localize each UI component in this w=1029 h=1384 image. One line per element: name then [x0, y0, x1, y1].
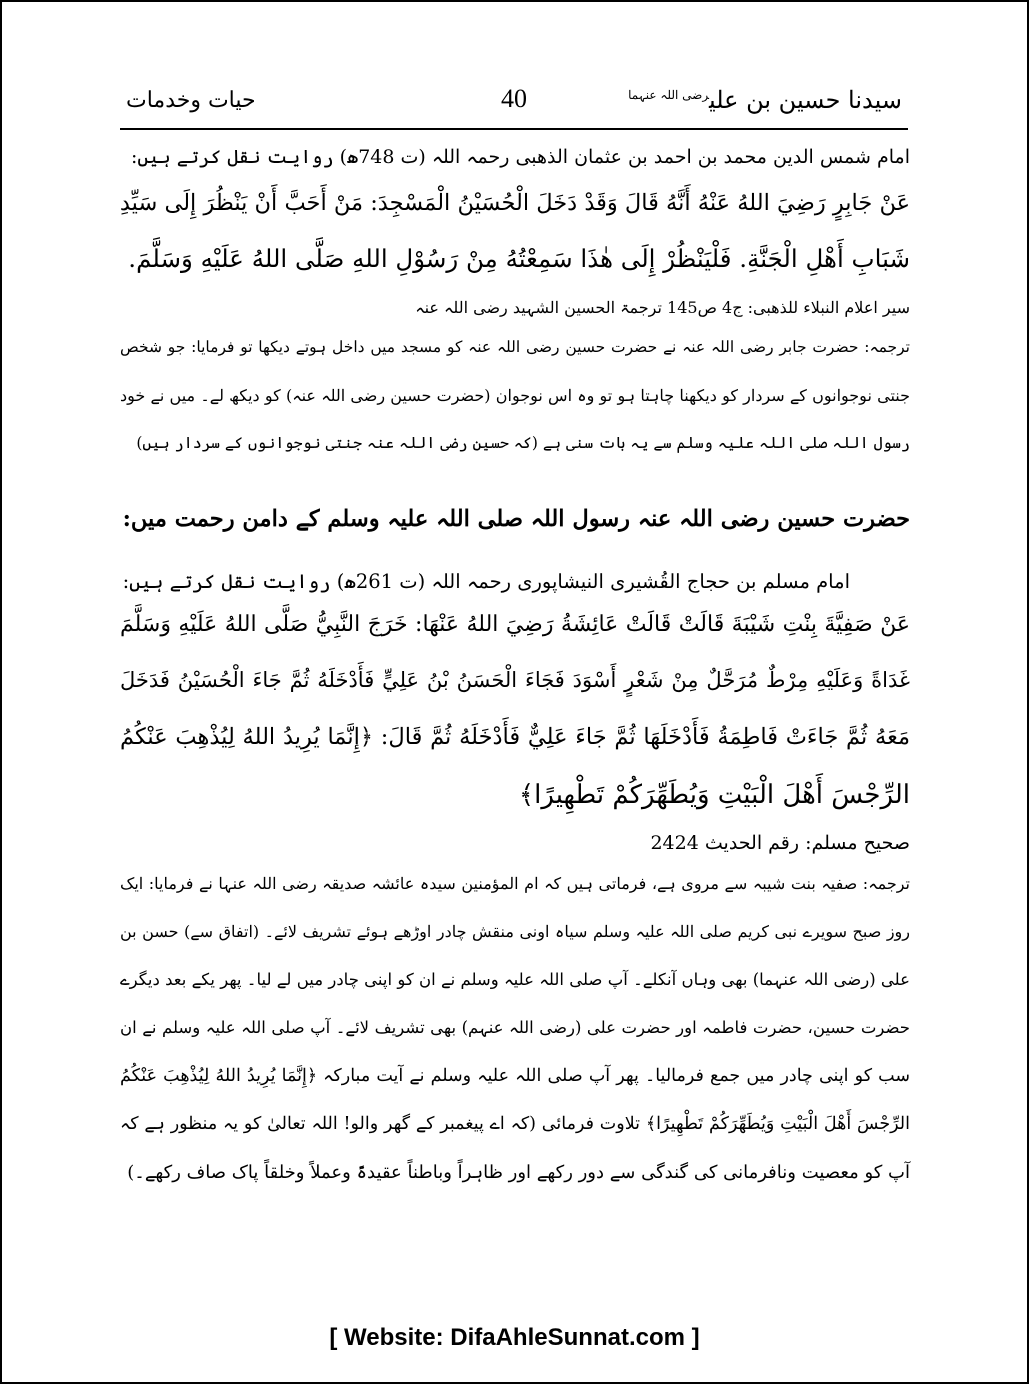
- translation-line: ترجمہ: صفیہ بنت شیبہ سے مروی ہے، فرماتی ہیں کہ ام المؤمنین سیدہ عائشہ صدیقہ رضی اللہ عنہا نے فرمایا: ایک: [120, 874, 910, 893]
- arabic-hadith-line: الرِّجْسَ أَهْلَ الْبَيْتِ وَيُطَهِّرَكُمْ تَطْهِيرًا﴾: [518, 780, 910, 810]
- intro-muslim: امام مسلم بن حجاج القُشیری النیشاپوری رحمہ اللہ (ت 261ھ) روایت نقل کرتے ہیں:: [122, 570, 850, 593]
- arabic-hadith-line: غَدَاةً وَعَلَيْهِ مِرْطٌ مُرَحَّلٌ مِنْ شَعْرٍ أَسْوَدَ فَجَاءَ الْحَسَنُ بْنُ عَلِيٍّ فَأَدْخَلَهُ ثُمَّ جَاءَ الْحُسَيْنُ فَدَخَلَ: [120, 668, 910, 692]
- intro-dhahabi: امام شمس الدین محمد بن احمد بن عثمان الذھبی رحمہ اللہ (ت 748ھ) روایت نقل کرتے ہیں:: [130, 146, 910, 168]
- section-heading: حضرت حسین رضی اللہ عنہ رسول اللہ صلی اللہ علیہ وسلم کے دامن رحمت میں:: [122, 506, 910, 532]
- website-link[interactable]: [ Website: DifaAhleSunnat.com ]: [329, 1324, 700, 1351]
- page-number: 40: [501, 84, 527, 113]
- arabic-hadith-line: شَبَابِ أَهْلِ الْجَنَّةِ. فَلْيَنْظُرْ إِلَى هٰذَا سَمِعْتُهُ مِنْ رَسُوْلِ اللهِ صَلَّى اللهُ عَلَيْهِ وَسَلَّمَ.: [128, 244, 910, 273]
- translation-line: جنتی نوجوانوں کے سردار کو دیکھنا چاہتا ہو تو وہ اس نوجوان (حضرت حسین رضی اللہ عنہ) کو دیکھ لے۔ میں نے خود: [120, 386, 911, 405]
- reference: صحیح مسلم: رقم الحدیث 2424: [650, 832, 910, 854]
- translation-line: رسول اللہ صلی اللہ علیہ وسلم سے یہ بات سنی ہے (کہ حسین رضی اللہ عنہ جنتی نوجوانوں کے سردار ہیں): [136, 434, 910, 452]
- section-title: حیات وخدمات: [126, 88, 256, 113]
- page-header: [120, 82, 908, 130]
- translation-line: علی (رضی اللہ عنہما) بھی وہاں آنکلے۔ آپ صلی اللہ علیہ وسلم نے ان کو اپنی چادر میں لے لیا۔ پھر یکے بعد دیگرے: [120, 970, 910, 989]
- translation-line: آپ کو معصیت ونافرمانی کی گندگی سے دور رکھے اور ظاہراً وباطناً عقیدۃً وعملاً وخلقاً پاک صاف رکھے۔): [127, 1162, 910, 1183]
- translation-line: سب کو اپنی چادر میں جمع فرمالیا۔ پھر آپ صلی اللہ علیہ وسلم نے آیت مبارکہ ﴿إِنَّمَا يُرِيدُ اللهُ لِيُذْهِبَ عَنْكُمُ: [120, 1066, 910, 1086]
- arabic-hadith-line: مَعَهُ ثُمَّ جَاءَتْ فَاطِمَةُ فَأَدْخَلَهَا ثُمَّ جَاءَ عَلِيٌّ فَأَدْخَلَهُ ثُمَّ قَالَ: ﴿إِنَّمَا يُرِيدُ اللهُ لِيُذْهِبَ عَنْكُمُ: [120, 724, 910, 750]
- reference: سیر اعلام النبلاء للذھبی: ج4 ص145 ترجمۃ الحسین الشہید رضی اللہ عنہ: [415, 298, 910, 317]
- translation-line: ترجمہ: حضرت جابر رضی اللہ عنہ نے حضرت حسین رضی اللہ عنہ کو مسجد میں داخل ہوتے دیکھا تو فرمایا: جو شخص: [120, 338, 910, 356]
- book-title: سیدنا حسین بن علی$^{رضی اللہ عنہما}$: [628, 86, 902, 114]
- arabic-hadith-line: عَنْ صَفِيَّةَ بِنْتِ شَيْبَةَ قَالَتْ قَالَتْ عَائِشَةُ رَضِيَ اللهُ عَنْهَا: خَرَجَ النَّبِيُّ صَلَّى اللهُ عَلَيْهِ وَسَلَّمَ: [120, 612, 910, 637]
- translation-line: الرِّجْسَ أَهْلَ الْبَيْتِ وَيُطَهِّرَكُمْ تَطْهِيرًا﴾ تلاوت فرمائی (کہ اے پیغمبر کے گھر والو! اللہ تعالیٰ کو یہ منظور ہے کہ: [120, 1114, 910, 1134]
- arabic-hadith-line: عَنْ جَابِرٍ رَضِيَ اللهُ عَنْهُ أَنَّهُ قَالَ وَقَدْ دَخَلَ الْحُسَيْنُ الْمَسْجِدَ: مَنْ أَحَبَّ أَنْ يَنْظُرَ إِلَى سَيِّدِ: [119, 190, 910, 216]
- translation-line: روز صبح سویرے نبی کریم صلی اللہ علیہ وسلم سیاہ اونی منقش چادر اوڑھے ہوئے تشریف لائے۔ (اتفاق سے) حسن بن: [120, 922, 910, 941]
- translation-line: حضرت حسین، حضرت فاطمہ اور حضرت علی (رضی اللہ عنہم) بھی تشریف لائے۔ آپ صلی اللہ علیہ وسلم نے ان: [120, 1018, 910, 1037]
- honorific: رضی اللہ عنہما: [628, 88, 709, 102]
